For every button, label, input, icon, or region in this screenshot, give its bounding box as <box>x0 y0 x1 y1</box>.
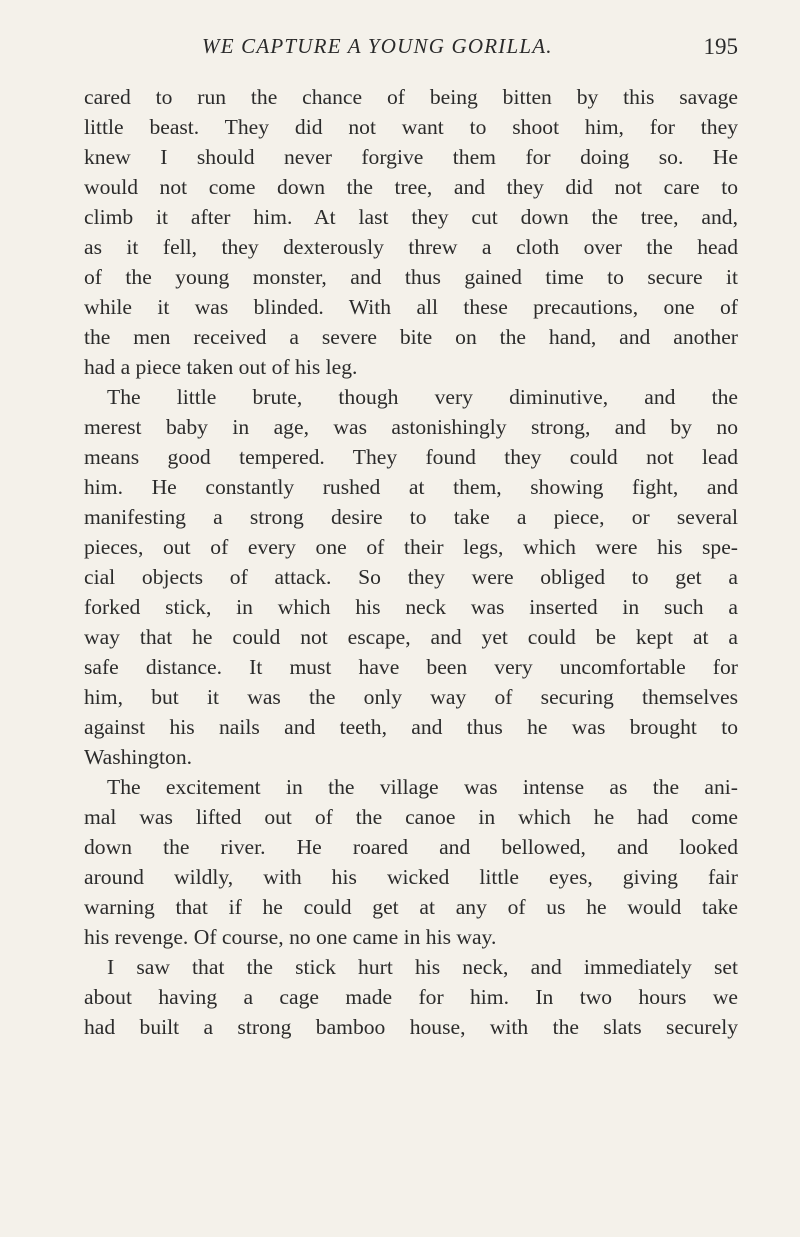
text-line: pieces, out of every one of their legs, which were his spe- <box>84 535 738 559</box>
text-line: The excitement in the village was intense as the ani- <box>107 775 738 799</box>
text-line: would not come down the tree, and they did not care to <box>84 175 738 199</box>
text-line: warning that if he could get at any of us he would take <box>84 895 738 919</box>
text-line: while it was blinded. With all these precautions, one of <box>84 295 738 319</box>
text-line: climb it after him. At last they cut down the tree, and, <box>84 205 738 229</box>
text-line: him. He constantly rushed at them, showing fight, and <box>84 475 738 499</box>
text-line: mal was lifted out of the canoe in which he had come <box>84 805 738 829</box>
text-line: I saw that the stick hurt his neck, and immediately set <box>107 955 738 979</box>
text-line: had built a strong bamboo house, with the slats securely <box>84 1015 738 1039</box>
text-line: the men received a severe bite on the hand, and another <box>84 325 738 349</box>
text-line: safe distance. It must have been very uncomfortable for <box>84 655 738 679</box>
text-line: of the young monster, and thus gained time to secure it <box>84 265 738 289</box>
text-line: cial objects of attack. So they were obliged to get a <box>84 565 738 589</box>
text-line: manifesting a strong desire to take a piece, or several <box>84 505 738 529</box>
text-line: little beast. They did not want to shoot him, for they <box>84 115 738 139</box>
text-line: him, but it was the only way of securing themselves <box>84 685 738 709</box>
text-line: cared to run the chance of being bitten by this savage <box>84 85 738 109</box>
running-title: WE CAPTURE A YOUNG GORILLA. <box>202 34 553 58</box>
text-line: merest baby in age, was astonishingly strong, and by no <box>84 415 738 439</box>
text-line: about having a cage made for him. In two hours we <box>84 985 738 1009</box>
text-line: forked stick, in which his neck was inserted in such a <box>84 595 738 619</box>
text-line: Washington. <box>84 745 193 769</box>
text-line: means good tempered. They found they could not lead <box>84 445 738 469</box>
page-header <box>84 34 738 66</box>
text-line: against his nails and teeth, and thus he was brought to <box>84 715 738 739</box>
body-text <box>84 82 738 1042</box>
text-line: down the river. He roared and bellowed, and looked <box>84 835 738 859</box>
text-line: way that he could not escape, and yet could be kept at a <box>84 625 738 649</box>
text-line: knew I should never forgive them for doing so. He <box>84 145 738 169</box>
text-line: as it fell, they dexterously threw a cloth over the head <box>84 235 738 259</box>
text-line: his revenge. Of course, no one came in his way. <box>84 925 497 949</box>
text-line: around wildly, with his wicked little eyes, giving fair <box>84 865 738 889</box>
text-line: had a piece taken out of his leg. <box>84 355 358 379</box>
text-line: The little brute, though very diminutive, and the <box>107 385 738 409</box>
page-number: 195 <box>703 34 738 59</box>
